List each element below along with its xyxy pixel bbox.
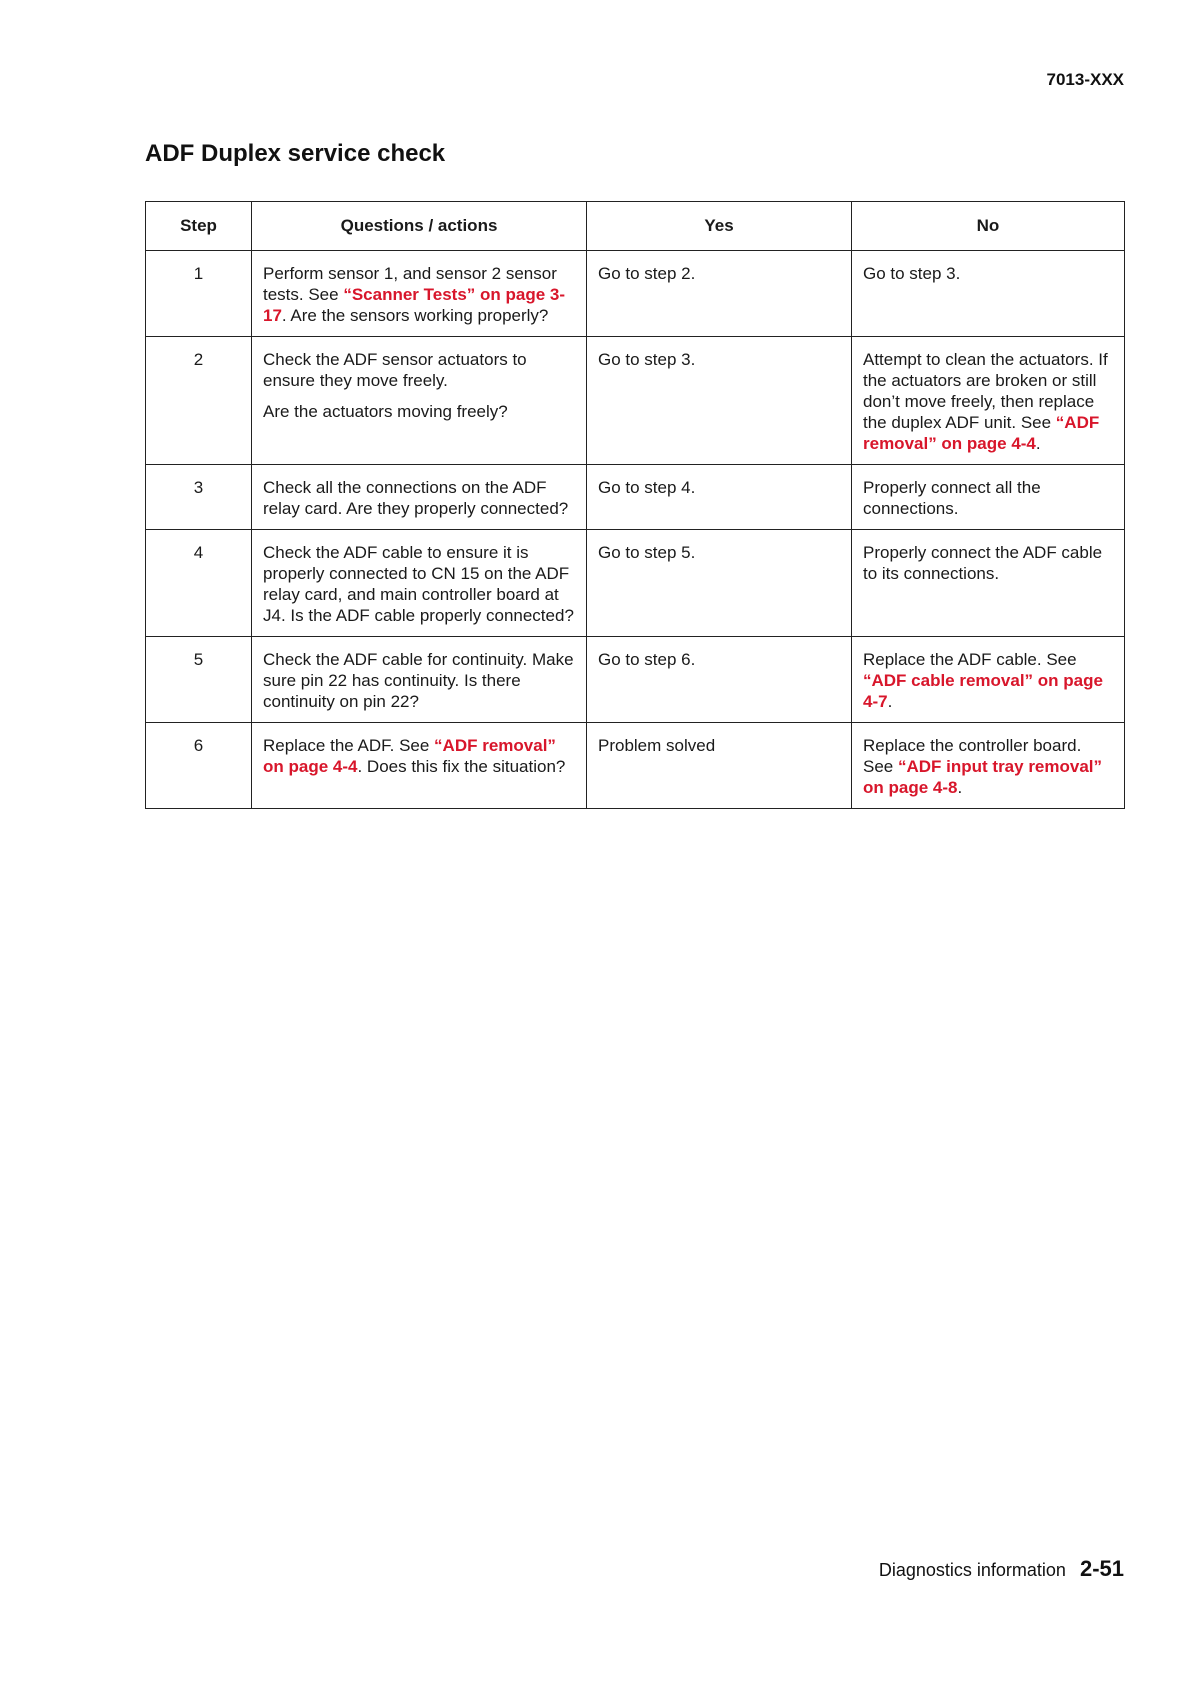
questions-actions-cell bbox=[252, 637, 587, 723]
yes-cell bbox=[587, 251, 852, 337]
yes-cell bbox=[587, 637, 852, 723]
cell-text: . Does this fix the situation? bbox=[357, 757, 566, 776]
page-footer bbox=[879, 1556, 1124, 1582]
step-number: 1 bbox=[146, 251, 252, 337]
cell-text: Go to step 4. bbox=[598, 478, 696, 497]
cell-paragraph bbox=[263, 735, 575, 777]
cell-paragraph bbox=[863, 649, 1113, 712]
questions-actions-cell bbox=[252, 530, 587, 637]
cell-paragraph bbox=[863, 542, 1113, 584]
cell-paragraph bbox=[263, 542, 575, 626]
column-header-no: No bbox=[852, 202, 1125, 251]
table-header-row bbox=[146, 202, 1125, 251]
cell-paragraph bbox=[598, 263, 840, 284]
cell-text: Attempt to clean the actuators. If the actuators are broken or still don’t move freely, then replace the duplex ADF unit. See bbox=[863, 350, 1108, 432]
step-number: 3 bbox=[146, 465, 252, 530]
step-number: 5 bbox=[146, 637, 252, 723]
cell-paragraph bbox=[598, 349, 840, 370]
cell-text: . bbox=[957, 778, 963, 797]
cell-text: Go to step 3. bbox=[863, 264, 961, 283]
cell-paragraph bbox=[598, 542, 840, 563]
cell-text: Go to step 3. bbox=[598, 350, 696, 369]
step-number: 2 bbox=[146, 337, 252, 465]
no-cell bbox=[852, 251, 1125, 337]
cell-text: Replace the ADF. See bbox=[263, 736, 435, 755]
cell-text: Go to step 2. bbox=[598, 264, 696, 283]
cell-paragraph bbox=[263, 477, 575, 519]
table-row bbox=[146, 337, 1125, 465]
step-number: 4 bbox=[146, 530, 252, 637]
table-row bbox=[146, 637, 1125, 723]
page-number: 2-51 bbox=[1079, 1556, 1124, 1581]
cell-text: Perform sensor 1, and sensor 2 sensor tests. See bbox=[263, 264, 557, 304]
cell-paragraph bbox=[863, 349, 1113, 454]
cell-paragraph bbox=[863, 477, 1113, 519]
column-header-yes: Yes bbox=[587, 202, 852, 251]
table-row bbox=[146, 530, 1125, 637]
cell-paragraph bbox=[598, 735, 840, 756]
cell-text: . bbox=[1035, 434, 1041, 453]
cell-text: Properly connect all the connections. bbox=[863, 478, 1041, 518]
cell-paragraph bbox=[263, 349, 575, 391]
cell-text: Check the ADF sensor actuators to ensure they move freely. bbox=[263, 350, 527, 390]
cell-text: . bbox=[887, 692, 893, 711]
model-id: 7013-XXX bbox=[1046, 70, 1124, 89]
cell-text: Check the ADF cable to ensure it is properly connected to CN 15 on the ADF relay card, and main controller board at J4. Is the ADF cable properly connected? bbox=[263, 543, 574, 625]
no-cell bbox=[852, 723, 1125, 809]
cell-paragraph bbox=[263, 263, 575, 326]
cell-text: Check the ADF cable for continuity. Make sure pin 22 has continuity. Is there continuity on pin 22? bbox=[263, 650, 574, 711]
questions-actions-cell bbox=[252, 251, 587, 337]
service-check-table bbox=[145, 201, 1125, 809]
cell-text: Replace the ADF cable. See bbox=[863, 650, 1077, 669]
questions-actions-cell bbox=[252, 723, 587, 809]
no-cell bbox=[852, 337, 1125, 465]
cell-text: Properly connect the ADF cable to its connections. bbox=[863, 543, 1103, 583]
yes-cell bbox=[587, 530, 852, 637]
no-cell bbox=[852, 637, 1125, 723]
yes-cell bbox=[587, 465, 852, 530]
step-number: 6 bbox=[146, 723, 252, 809]
table-row bbox=[146, 723, 1125, 809]
cell-paragraph bbox=[598, 649, 840, 670]
yes-cell bbox=[587, 723, 852, 809]
cell-text: Replace the controller board. See bbox=[863, 736, 1082, 776]
cell-paragraph bbox=[263, 401, 575, 422]
cell-text: Check all the connections on the ADF relay card. Are they properly connected? bbox=[263, 478, 569, 518]
cell-paragraph bbox=[863, 263, 1113, 284]
questions-actions-cell bbox=[252, 465, 587, 530]
cell-paragraph bbox=[263, 649, 575, 712]
page-title: ADF Duplex service check bbox=[145, 140, 446, 167]
cross-reference-link[interactable]: “ADF input tray removal” on page 4-8 bbox=[863, 757, 1103, 797]
cross-reference-link[interactable]: “ADF cable removal” on page 4-7 bbox=[863, 671, 1103, 711]
questions-actions-cell bbox=[252, 337, 587, 465]
cell-text: Are the actuators moving freely? bbox=[263, 402, 508, 421]
column-header-questions-actions: Questions / actions bbox=[252, 202, 587, 251]
footer-section-label: Diagnostics information bbox=[878, 1560, 1066, 1580]
cross-reference-link[interactable]: “ADF removal” on page 4-4 bbox=[863, 413, 1100, 453]
cell-text: Go to step 6. bbox=[598, 650, 696, 669]
cross-reference-link[interactable]: “ADF removal” on page 4-4 bbox=[263, 736, 556, 776]
cell-paragraph bbox=[598, 477, 840, 498]
column-header-step: Step bbox=[146, 202, 252, 251]
cross-reference-link[interactable]: “Scanner Tests” on page 3-17 bbox=[263, 285, 566, 325]
yes-cell bbox=[587, 337, 852, 465]
cell-text: . Are the sensors working properly? bbox=[281, 306, 549, 325]
cell-paragraph bbox=[863, 735, 1113, 798]
no-cell bbox=[852, 530, 1125, 637]
cell-text: Go to step 5. bbox=[598, 543, 696, 562]
cell-text: Problem solved bbox=[598, 736, 716, 755]
no-cell bbox=[852, 465, 1125, 530]
table-row bbox=[146, 251, 1125, 337]
table-row bbox=[146, 465, 1125, 530]
